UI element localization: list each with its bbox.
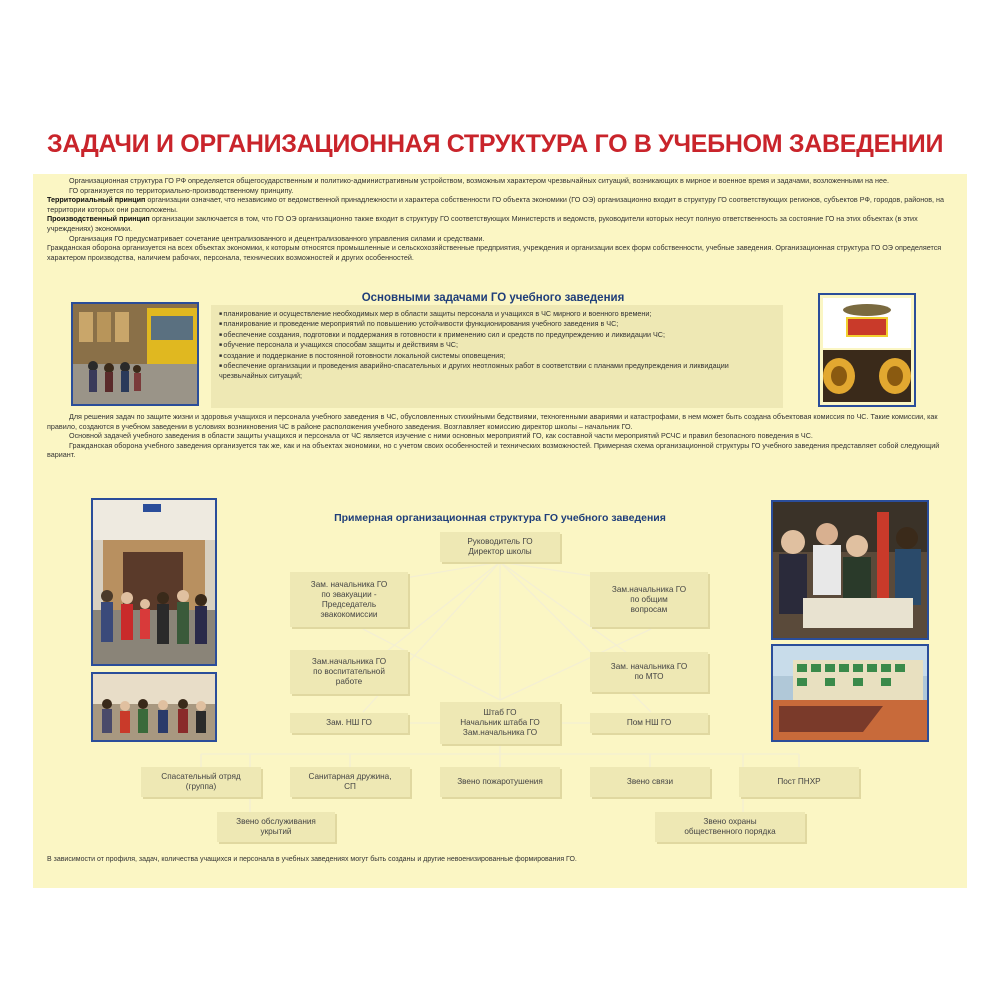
org-unit-fire-box bbox=[440, 767, 560, 797]
org-center-label: Штаб ГО Начальник штаба ГО Зам.начальника ГО bbox=[460, 708, 540, 737]
org-unit-sanitary-label: Санитарная дружина, СП bbox=[308, 772, 392, 791]
org-unit-shelter-box bbox=[217, 812, 335, 842]
tasks-heading: Основными задачами ГО учебного заведения bbox=[361, 292, 625, 304]
task-item: ■ обеспечение создания, подготовки и поддержания в готовности к применению сил и средств по предупреждению и ликвидации ЧС; bbox=[219, 330, 777, 340]
org-root-box bbox=[440, 532, 560, 562]
org-unit-shelter-label: Звено обслуживания укрытий bbox=[236, 817, 316, 836]
task-item: ■ создание и поддержание в постоянной готовности локальной системы оповещения; bbox=[219, 351, 777, 361]
intro-p2: ГО организуется по территориально-производственному принципу. bbox=[69, 185, 294, 195]
intro-p5: Организация ГО предусматривает сочетание централизованного и децентрализованного управления силами и средствами. bbox=[69, 233, 485, 243]
org-unit-order-box bbox=[655, 812, 805, 842]
production-text: организации заключается в том, что ГО ОЭ организационно также входит в структуру ГО соответствующих Министерств и ведомств, руководители которых несут полную ответственность за состояние ГО на этих объектах (в этих учреждениях) экономики. bbox=[47, 214, 918, 233]
org-unit-post-box bbox=[739, 767, 859, 797]
org-unit-rescue-box bbox=[141, 767, 261, 797]
org-right3-box bbox=[590, 713, 708, 733]
task-item: ■ обеспечение организации и проведения аварийно-спасательных и других неотложных работ в соответствии с планами предупреждения и ликвидации чрезвычайных ситуаций; bbox=[219, 361, 777, 381]
poster bbox=[33, 112, 967, 888]
org-unit-order-label: Звено охраны общественного порядка bbox=[684, 817, 776, 836]
task-item: ■ обучение персонала и учащихся способам защиты и действиям в ЧС; bbox=[219, 340, 777, 350]
org-center-box bbox=[440, 702, 560, 744]
org-unit-post-label: Пост ПНХР bbox=[777, 777, 821, 786]
org-left1-label: Зам. начальника ГО по эвакуации - Председатель эвакокомиссии bbox=[310, 579, 388, 619]
org-unit-fire-label: Звено пожаротушения bbox=[457, 777, 543, 786]
footnote: В зависимости от профиля, задач, количества учащихся и персонала в учебных заведениях могут быть созданы и другие невоенизированные формирования ГО. bbox=[47, 856, 577, 863]
org-unit-rescue-label: Спасательный отряд (группа) bbox=[161, 772, 241, 791]
org-root-label: Руководитель ГО Директор школы bbox=[467, 537, 533, 556]
body-p2: Основной задачей учебного заведения в области защиты учащихся и персонала от ЧС является изучение с ними основных мероприятий ГО, как составной части мероприятий РСЧС и правил безопасного поведения в ЧС. bbox=[69, 431, 813, 441]
org-right2-box bbox=[590, 652, 708, 692]
intro-p6: Гражданская оборона организуется на всех объектах экономики, к которым относятся промышленные и сельскохозяйственные предприятия, учреждения и организации всех форм собственности, учебные заведения. Организационная структура ГО ОЭ определяется характером производства, наличием рабочих, персонала, технических возможностей и других особенностей. bbox=[47, 243, 942, 262]
task-item: ■ планирование и осуществление необходимых мер в области защиты персонала и учащихся в ЧС мирного и военного времени; bbox=[219, 309, 777, 319]
org-left2-label: Зам.начальника ГО по воспитательной работе bbox=[311, 657, 387, 686]
org-unit-sanitary-box bbox=[290, 767, 410, 797]
org-right2-label: Зам. начальника ГО по МТО bbox=[610, 662, 688, 681]
body-p1: Для решения задач по защите жизни и здоровья учащихся и персонала учебного заведения в ЧС, обусловленных стихийными бедствиями, техногенными авариями и катастрофами, в нем может быть создана объектовая комиссия по ЧС. Такие комиссии, как правило, создаются в учебном заведении в условиях возникновения ЧС в районе расположения учебного заведения. Возглавляет комиссию директор школы – начальник ГО. bbox=[47, 412, 938, 431]
org-right3-label: Пом НШ ГО bbox=[626, 718, 672, 727]
poster-title: ЗАДАЧИ И ОРГАНИЗАЦИОННАЯ СТРУКТУРА ГО В УЧЕБНОМ ЗАВЕДЕНИИ bbox=[47, 130, 944, 158]
org-unit-comms-label: Звено связи bbox=[626, 777, 674, 786]
task-item: ■ планирование и проведение мероприятий по повышению устойчивости функционирования учебного заведения в ЧС; bbox=[219, 319, 777, 329]
org-unit-comms-box bbox=[590, 767, 710, 797]
org-left2-box bbox=[290, 650, 408, 694]
org-left3-label: Зам. НШ ГО bbox=[326, 718, 372, 727]
org-chart-heading: Примерная организационная структура ГО учебного заведения bbox=[334, 512, 666, 524]
org-right1-box bbox=[590, 572, 708, 627]
org-right1-label: Зам.начальника ГО по общим вопросам bbox=[611, 584, 687, 614]
intro-p1: Организационная структура ГО РФ определяется общегосударственным и политико-административным устройством, возможным характером чрезвычайных ситуаций, возникающих в мирное и военное время и задачами, возложенными на нее. bbox=[69, 176, 889, 185]
territorial-heading: Территориальный принцип bbox=[47, 195, 146, 205]
org-left3-box bbox=[290, 713, 408, 733]
org-left1-box bbox=[290, 572, 408, 627]
body-p3: Гражданская оборона учебного заведения организуется так же, как и на объектах экономики, но с учетом своих особенностей и технических возможностей. Примерная схема организационной структуры ГО учебного заведения представляет собой следующий вариант. bbox=[47, 440, 940, 460]
production-heading: Производственный принцип bbox=[47, 214, 150, 224]
territorial-text: организации означает, что независимо от ведомственной принадлежности и характера собственности ГО объекта экономики (ГО ОЭ) организационно входит в структуру ГО соответствующих регионов, субъектов РФ, городов, районов, на территории которых они расположены. bbox=[47, 195, 944, 214]
